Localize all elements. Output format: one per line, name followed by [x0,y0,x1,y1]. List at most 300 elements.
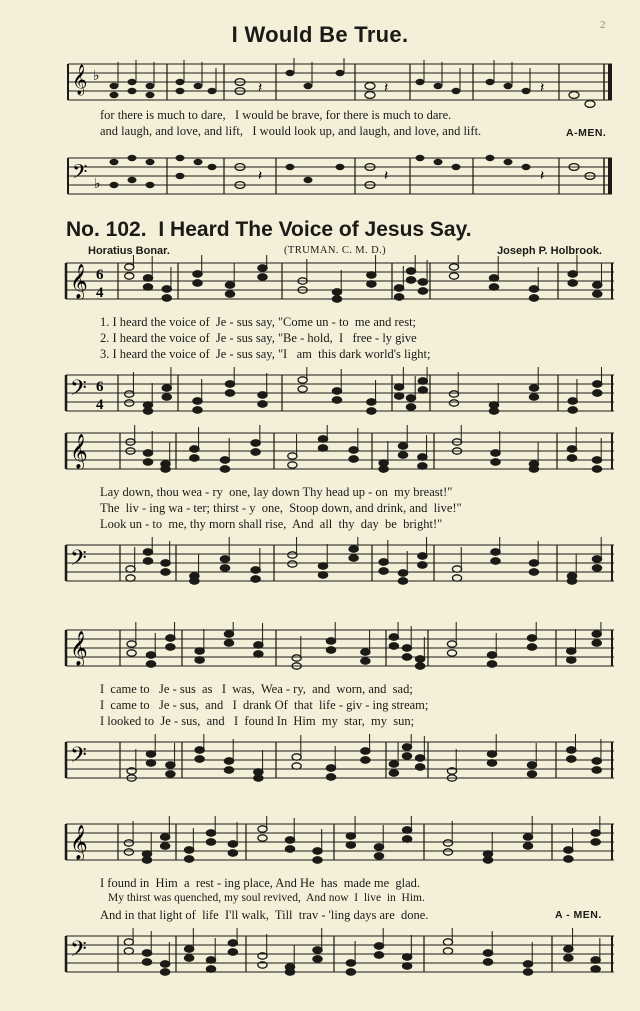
note-head [449,400,458,406]
note-head [361,649,370,655]
note-head [593,282,602,288]
note-head [313,857,322,863]
note-head [593,291,602,297]
note-head [258,401,267,407]
note-head [447,641,456,647]
note-head [529,466,538,472]
note-head [402,744,411,750]
note-head [418,288,427,294]
note-head [418,378,427,384]
note-head [185,946,194,952]
note-head [313,947,322,953]
note-head [318,572,327,578]
note-head [452,566,461,572]
amen-label: A-MEN. [566,127,607,139]
note-head [529,286,538,292]
note-head [398,570,407,576]
lyric-line: I found in Him a rest - ing place, And He has made me glad. [100,876,421,890]
note-head [367,399,376,405]
svg-text:♭: ♭ [94,177,101,192]
note-head [361,658,370,664]
note-head [527,762,536,768]
note-head [326,638,335,644]
hymn-heading [66,218,626,242]
composer-credit: Joseph P. Holbrook. [497,245,602,257]
note-head [489,408,498,414]
svg-text:𝄽: 𝄽 [384,81,389,96]
note-head [527,635,536,641]
lyric-line: for there is much to dare, I would be brave, for there is much to dare. [100,108,452,122]
note-head [161,466,170,472]
note-head [292,655,301,661]
note-head [567,756,576,762]
note-head [374,952,383,958]
note-head [220,565,229,571]
note-head [193,398,202,404]
note-head [529,394,538,400]
note-head [258,392,267,398]
note-head [406,268,415,274]
note-head [161,569,170,575]
note-head [126,575,135,581]
lyric-line: I looked to Je - sus, and I found In Him my star, my sun; [100,714,415,728]
note-head [193,280,202,286]
note-head [491,450,500,456]
svg-text:𝄞: 𝄞 [72,65,88,95]
note-head [254,642,263,648]
note-head [395,384,404,390]
note-head [285,846,294,852]
note-head [402,753,411,759]
note-head [529,385,538,391]
note-head [162,385,171,391]
bass-staff [0,928,640,980]
note-head [220,457,229,463]
svg-text:𝄽: 𝄽 [258,81,263,96]
note-head [398,443,407,449]
note-head [251,576,260,582]
note-head [361,757,370,763]
note-head [395,285,404,291]
note-head [142,959,151,965]
lyric-line: and laugh, and love, and lift, I would look up, and laugh, and love, and lift. [100,124,482,138]
note-head [568,280,577,286]
note-head [143,284,152,290]
note-head [162,295,171,301]
note-head [146,652,155,658]
svg-text:𝄢: 𝄢 [70,376,87,405]
note-head [487,760,496,766]
note-head [224,631,233,637]
note-head [523,834,532,840]
note-head [406,404,415,410]
note-head [220,556,229,562]
note-head [224,767,233,773]
note-head [258,835,267,841]
note-head [487,652,496,658]
note-head [523,843,532,849]
note-head [389,770,398,776]
lyric-line: 1. I heard the voice of Je - sus say, "Come un - to me and rest; [100,315,417,329]
lyric-line: The liv - ing wa - ter; thirst - y one, Stoop down, and drink, and live!" [100,501,462,515]
note-head [564,946,573,952]
note-head [146,751,155,757]
svg-text:𝄞: 𝄞 [70,632,88,665]
note-head [185,856,194,862]
note-head [146,760,155,766]
note-head [124,840,133,846]
note-head [367,272,376,278]
note-head [403,963,412,969]
note-head [298,386,307,392]
note-head [483,959,492,965]
note-head [190,578,199,584]
note-head [161,969,170,975]
bass-staff [0,734,640,786]
treble-staff [0,622,640,674]
lyric-line: Look un - to me, thy morn shall rise, And all thy day be bright!" [100,517,443,531]
note-head [161,843,170,849]
note-head [379,559,388,565]
note-head [142,950,151,956]
note-head [285,837,294,843]
note-head [403,954,412,960]
note-head [568,407,577,413]
note-head [592,758,601,764]
time-signature-top: 6 [96,267,104,283]
note-head [288,561,297,567]
note-head [258,274,267,280]
note-head [567,648,576,654]
note-head [374,943,383,949]
note-head [162,286,171,292]
note-head [288,552,297,558]
note-head [143,558,152,564]
note-head [592,457,601,463]
time-signature-top: 6 [96,379,104,395]
page-corner-mark [596,4,636,44]
note-head [185,847,194,853]
note-head [487,751,496,757]
note-head [567,747,576,753]
note-head [443,939,452,945]
note-head [166,635,175,641]
note-head [403,827,412,833]
note-head [318,563,327,569]
note-head [568,398,577,404]
note-head [195,657,204,663]
note-head [418,553,427,559]
note-head [326,647,335,653]
lyric-line: 2. I heard the voice of Je - sus say, "Be - hold, I free - ly give [100,331,417,345]
note-head [124,849,133,855]
note-head [251,449,260,455]
note-head [418,562,427,568]
note-head [206,839,215,845]
note-head [593,381,602,387]
treble-staff-hymn1 [0,58,640,110]
note-head [124,948,133,954]
note-head [251,440,260,446]
note-head [224,640,233,646]
note-head [162,394,171,400]
note-head [143,549,152,555]
note-head [452,575,461,581]
note-head [288,453,297,459]
note-head [349,456,358,462]
note-head [367,281,376,287]
note-head [349,546,358,552]
note-head [126,566,135,572]
note-head [564,955,573,961]
note-head [124,939,133,945]
note-head [416,755,425,761]
note-head [443,840,452,846]
note-head [228,949,237,955]
note-head [332,397,341,403]
note-head [193,271,202,277]
note-head [591,966,600,972]
svg-text:𝄢: 𝄢 [70,937,87,966]
note-head [529,569,538,575]
note-head [523,961,532,967]
note-head [523,969,532,975]
note-head [206,957,215,963]
note-head [195,747,204,753]
note-head [406,277,415,283]
svg-text:𝄢: 𝄢 [72,162,88,188]
note-head [143,459,152,465]
lyric-line: And in that light of life I'll walk, Till trav - 'ling days are done. [100,908,429,922]
note-head [346,842,355,848]
note-head [529,295,538,301]
note-head [367,408,376,414]
note-head [326,765,335,771]
note-head [591,830,600,836]
note-head [166,771,175,777]
note-head [395,393,404,399]
note-head [225,291,234,297]
note-head [379,466,388,472]
note-head [591,839,600,845]
note-head [418,279,427,285]
note-head [195,756,204,762]
note-head [564,847,573,853]
note-head [125,273,134,279]
note-head [374,853,383,859]
note-head [416,656,425,662]
note-head [418,454,427,460]
note-head [443,948,452,954]
note-head [142,857,151,863]
note-head [251,567,260,573]
note-head [318,445,327,451]
svg-text:𝄢: 𝄢 [70,546,87,575]
svg-text:𝄽: 𝄽 [540,169,545,184]
note-head [592,556,601,562]
svg-text:𝄢: 𝄢 [70,743,87,772]
note-head [592,631,601,637]
note-head [127,650,136,656]
note-head [220,466,229,472]
note-head [489,275,498,281]
note-head [298,377,307,383]
note-head [447,650,456,656]
note-head [402,654,411,660]
note-head [225,381,234,387]
note-head [489,284,498,290]
note-head [318,436,327,442]
note-head [313,848,322,854]
note-head [346,960,355,966]
note-head [389,761,398,767]
note-head [161,560,170,566]
bass-staff-hymn1 [0,152,640,202]
note-head [567,455,576,461]
treble-staff [0,816,640,868]
note-head [143,450,152,456]
bass-staff [0,537,640,589]
svg-text:𝄞: 𝄞 [70,435,88,468]
note-head [332,388,341,394]
note-head [127,641,136,647]
lyric-line: 3. I heard the voice of Je - sus say, "I am this dark world's light; [100,347,431,361]
note-head [143,408,152,414]
note-head [487,661,496,667]
note-head [402,645,411,651]
note-head [379,568,388,574]
note-head [449,391,458,397]
note-head [161,834,170,840]
note-head [166,644,175,650]
note-head [592,565,601,571]
note-head [125,391,134,397]
time-signature-bottom: 4 [96,285,104,301]
note-head [206,966,215,972]
note-head [568,271,577,277]
note-head [416,663,425,669]
svg-text:♭: ♭ [93,69,100,84]
note-head [166,762,175,768]
note-head [483,950,492,956]
note-head [567,578,576,584]
note-head [592,640,601,646]
lyric-line: My thirst was quenched, my soul revived, And now I live in Him. [108,892,425,904]
note-head [225,390,234,396]
note-head [228,850,237,856]
svg-text:𝄞: 𝄞 [70,826,88,859]
note-head [254,651,263,657]
note-head [190,455,199,461]
note-head [567,657,576,663]
treble-staff [0,425,640,477]
author-credit: Horatius Bonar. [88,245,170,257]
svg-text:2: 2 [600,19,606,31]
note-head [591,957,600,963]
note-head [285,969,294,975]
note-head [125,264,134,270]
treble-staff [0,255,640,307]
note-head [288,462,297,468]
note-head [592,767,601,773]
note-head [527,644,536,650]
note-head [143,275,152,281]
note-head [258,826,267,832]
note-head [195,648,204,654]
note-head [406,395,415,401]
note-head [206,830,215,836]
note-head [418,387,427,393]
note-head [146,661,155,667]
note-head [395,294,404,300]
hymn-number: No. 102. [66,218,147,241]
note-head [254,775,263,781]
time-signature-bottom: 4 [96,397,104,413]
note-head [326,774,335,780]
note-head [491,558,500,564]
note-head [416,764,425,770]
note-head [258,265,267,271]
note-head [567,446,576,452]
svg-text:𝄽: 𝄽 [258,169,263,184]
note-head [491,549,500,555]
lyric-line: I came to Je - sus, and I drank Of that life - giv - ing stream; [100,698,429,712]
hymn-title-would-be-true: I Would Be True. [231,22,409,47]
note-head [292,754,301,760]
note-head [529,560,538,566]
note-head [374,844,383,850]
svg-text:𝄞: 𝄞 [70,265,88,298]
note-head [398,578,407,584]
note-head [592,466,601,472]
note-head [418,463,427,469]
note-head [346,833,355,839]
amen-label: A - MEN. [555,909,602,921]
note-head [593,390,602,396]
note-head [483,857,492,863]
note-head [224,758,233,764]
svg-text:𝄽: 𝄽 [384,169,389,184]
note-head [228,940,237,946]
lyric-line: I came to Je - sus as I was, Wea - ry, and worn, and sad; [100,682,413,696]
note-head [389,643,398,649]
tune-name: (TRUMAN. C. M. D.) [284,245,386,256]
note-head [228,841,237,847]
note-head [349,447,358,453]
note-head [564,856,573,862]
note-head [346,969,355,975]
note-head [349,555,358,561]
note-head [389,634,398,640]
note-head [125,400,134,406]
note-head [332,289,341,295]
note-head [185,955,194,961]
note-head [292,763,301,769]
svg-text:𝄽: 𝄽 [540,81,545,96]
note-head [332,296,341,302]
note-head [527,771,536,777]
note-head [361,748,370,754]
lyric-line: Lay down, thou wea - ry one, lay down Thy head up - on my breast!" [100,485,453,499]
bass-staff [0,367,640,419]
note-head [190,446,199,452]
hymn-title: I Heard The Voice of Jesus Say. [158,218,472,241]
note-head [449,264,458,270]
note-head [193,407,202,413]
note-head [225,282,234,288]
note-head [313,956,322,962]
note-head [161,961,170,967]
